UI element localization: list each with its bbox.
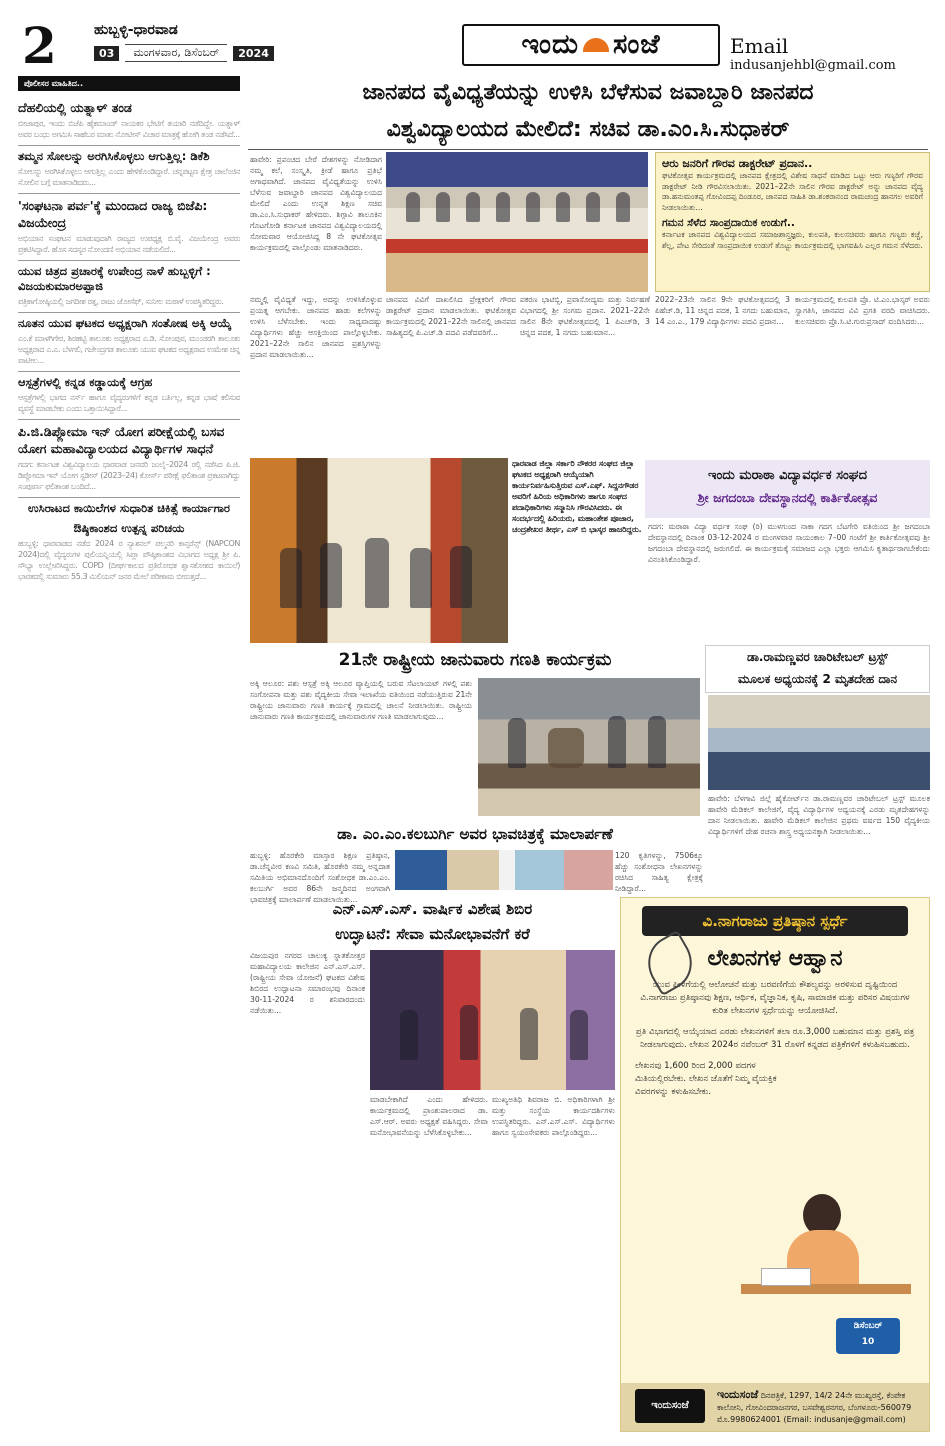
headline-respiratory: ಉಸಿರಾಟದ ಕಾಯಿಲೆಗಳ ಸುಧಾರಿತ ಚಿಕಿತ್ಸೆ ಕಾರ್ಯಾಗಾರ [18,497,240,516]
subheadline-nutrition: ಔಷ್ಠಿಕಾಂಶದ ಉತ್ಪನ್ನ ಪರಿಚಯ [73,521,185,535]
lead-headline-line2: ವಿಶ್ವವಿದ್ಯಾಲಯದ ಮೇಲಿದೆ: ಸಚಿವ ಡಾ.ಎಂ.ಸಿ.ಸುಧಾಕರ್ [386,117,790,142]
felicitation-photo [250,458,508,643]
trust-article: ಹಾವೇರಿ: ಬೆಳಗಾವಿ ಜಿಲ್ಲೆ ಹೈಕೋರ್ಟ್‌ನ ಡಾ.ರಾಮಣ್ಣವರ ಚಾರಿಟೇಬಲ್ ಟ್ರಸ್ಟ್ ಮೂಲಕ ಹಾವೇರಿ ಮೆಡಿಕಲ್ ಕಾಲೇಜಿಗೆ, ವೈದ್ಯ ವಿದ್ಯಾರ್ಥಿಗಳ ಅಧ್ಯಯನಕ್ಕೆ ಎರಡು ಮೃತದೇಹಗಳನ್ನು ದಾನ ನೀಡಲಾಯಿತು. ಹಾವೇರಿ ಮೆಡಿಕಲ್ ಕಾಲೇಜಿನ ಪ್ರಥಮ ವರ್ಷದ 150 ವೈದ್ಯಕೀಯ ವಿದ್ಯಾರ್ಥಿಗಳಿಗೆ ದೇಹ ರಚನಾ ಶಾಸ್ತ್ರ ಅಧ್ಯಯನಕ್ಕಾಗಿ ನೀಡಲಾಯಿತು... [708,794,930,836]
lead-column-1: ಹಾವೇರಿ: ಪ್ರಪಂಚದ ಬೇರೆ ದೇಶಗಳನ್ನು ನೋಡಿದಾಗ ನಮ್ಮ ಕಲೆ, ಸಂಸ್ಕೃತಿ, ಕ್ರೀಡೆ ಹಾಗೂ ಪ್ರತಿಭೆ ಅಗಾಧವಾಗಿದೆ. ಜಾನಪದ ವೈವಿಧ್ಯತೆಯನ್ನು ಉಳಿಸಿ ಬೆಳೆಸುವ ಜವಾಬ್ದಾರಿ ಜಾನಪದ ವಿಶ್ವವಿದ್ಯಾಲಯದ ಮೇಲಿದೆ ಎಂದು ಉನ್ನತ ಶಿಕ್ಷಣ ಸಚಿವ ಡಾ.ಎಂ.ಸಿ.ಸುಧಾಕರ್ ಹೇಳಿದರು. ಶಿಗ್ಗಾವಿ ತಾಲೂಕಿನ ಗೊಟಗೋಡಿ ಕರ್ನಾಟಕ ಜಾನಪದ ವಿಶ್ವವಿದ್ಯಾಲಯದಲ್ಲಿ ಸೋಮವಾರ ಆಯೋಜಿಸಿದ್ದ 8 ನೇ ಘಟಿಕೋತ್ಸವ ಕಾರ್ಯಕ್ರಮದಲ್ಲಿ ಪಾಲ್ಗೊಂಡು ಮಾತನಾಡಿದರು. [250,155,382,252]
email-contact[interactable] [730,34,928,73]
tribute-photo-2 [515,850,613,890]
lead-headline-line1: ಜಾನಪದ ವೈವಿಧ್ಯತೆಯನ್ನು ಉಳಿಸಿ ಬೆಳೆಸುವ ಜವಾಬ್ದಾರಿ ಜಾನಪದ [362,80,814,105]
doctorate-text: ಘಟಿಕೋತ್ಸವ ಕಾರ್ಯಕ್ರಮದಲ್ಲಿ ಜಾನಪದ ಕ್ಷೇತ್ರದಲ್ಲಿ ವಿಶೇಷ ಸಾಧನೆ ಮಾಡಿದ ಒಟ್ಟು ಆರು ಗಣ್ಯರಿಗೆ ಗೌರವ ಡಾಕ್ಟರೇಟ್ ನೀಡಿ ಗೌರವಿಸಲಾಯಿತು. 2021–22ನೇ ಸಾಲಿನ ಗೌರವ ಡಾಕ್ಟರೇಟ್ ಅನ್ನು ಜಾನಪದ ವೈದ್ಯ ಡಾ.ಹನುಮಂತಪ್ಪ ಗೋವಿಂದಪ್ಪ ದಿಂಡೂರ, ಜಾನಪದ ಸಾಹಿತಿ ಡಾ.ಶಂಕರಾನಂದ ರಾಮಚಂದ್ರ ಹಾನಗಲ ಅವರಿಗೆ ನೀಡಲಾಯಿತು... [662,171,923,212]
doctorate-sidebar [655,152,930,292]
tribute-headline: ಡಾ. ಎಂ.ಎಂ.ಕಲಬುರ್ಗಿ ಅವರ ಭಾವಚಿತ್ರಕ್ಕೆ ಮಾಲಾರ್ಪಣೆ [337,825,613,843]
nss-column-2: ಮಾಡಬೇಕಾಗಿದೆ ಎಂದು ಹೇಳಿದರು. ಕಾರ್ಯಕ್ರಮದಲ್ಲಿ ಪ್ರಾಂಶುಪಾಲರಾದ ಡಾ. ಎಸ್.ಆರ್. ಅವರು ಅಧ್ಯಕ್ಷತೆ ವಹಿಸಿದ್ದರು. ಸೇವಾ ಮನೋಭಾವನೆಯನ್ನು ಬೆಳೆಸಿಕೊಳ್ಳಬೇಕು... [370,1095,488,1137]
newspaper-logo [462,24,720,66]
headline-santosh-akki: ನೂತನ ಯುವ ಘಟಕದ ಅಧ್ಯಕ್ಷರಾಗಿ ಸಂತೋಷ ಅಕ್ಕಿ ಆಯ್ಕೆ [18,312,240,331]
date-weekday-month: ಮಂಗಳವಾರ, ಡಿಸೆಂಬರ್ [125,44,227,62]
footer-name: ಇಂದುಸಂಜೆ [717,1388,759,1401]
edition-place: ಹುಬ್ಬಳ್ಳಿ-ಧಾರವಾಡ [94,22,178,38]
tribute-column-3: 120 ಕೃತಿಗಳನ್ನು, 7506ಕ್ಕೂ ಹೆಚ್ಚು ಸಂಶೋಧನಾ ಲೇಖನಗಳನ್ನು ರಚಿಸಿದ ಸಾಹಿತ್ಯ ಕ್ಷೇತ್ರಕ್ಕೆ ನೀಡಿದ್ದಾರೆ... [615,851,703,893]
tribute-column-1: ಹುಬ್ಬಳ್ಳಿ: ಹೊರಕೇರಿ ಮಾಸ್ತಾರ ಶಿಕ್ಷಣ ಪ್ರತಿಷ್ಠಾನ, ಡಾ.ಚೆನ್ನವೀರ ಕಣವಿ ಸಮಿತಿ, ಹೊರಕೇರಿ ನಮ್ಮ ಅನ್ನದಾತ ಸಮಿತಿಯ ಅಭಿಮಾನದೊಂದಿಗೆ ಸಂಶೋಧಕ ಡಾ.ಎಂ.ಎಂ. ಕಲಬುರ್ಗಿ ಅವರ 86ನೇ ಜನ್ಮದಿನದ ಅಂಗವಾಗಿ ಭಾವಚಿತ್ರಕ್ಕೆ ಮಾಲಾರ್ಪಣೆ ಮಾಡಲಾಯಿತು... [250,851,390,904]
writing-woman-illustration [741,1194,911,1304]
email-label: Email [730,34,789,58]
left-column [18,76,240,1432]
article-santosh-akki: ಎಂ.ಕೆ ಮಾಳಗಿಗೇರ, ಶಿರಹಟ್ಟಿ ತಾಲೂಕು ಅಧ್ಯಕ್ಷರಾದ ಎ.ಡಿ. ಸೋಂಪುರ, ಮುಂಡರಗಿ ತಾಲೂಕು ಅಧ್ಯಕ್ಷರಾದ ಎ.ಎ. ಬೆಳಗಲಿ, ಗಜೇಂದ್ರಗಡ ತಾಲೂಕು ಯುವ ಘಟಕದ ಅಧ್ಯಕ್ಷರಾದ ಉಮೇಶ ಚಿನ್ನ ಪಾಟೀಲ... [18,334,240,365]
maratha-title: ಇಂದು ಮರಾಠಾ ವಿದ್ಯಾವರ್ಧಕ ಸಂಘದ [708,468,867,483]
trust-headline [705,645,930,693]
doctorate-heading: ಆರು ಜನರಿಗೆ ಗೌರವ ಡಾಕ್ಟರೇಟ್ ಪ್ರದಾನ.. [662,157,813,170]
nss-camp-photo [370,950,615,1090]
nss-column-1: ವಿಜಯಪುರ ನಗರದ ಚಾಲುಕ್ಯ ಸ್ನಾತಕೋತ್ತರ ಮಹಾವಿದ್ಯಾಲಯ ಕಾಲೇಜಿನ ಎನ್.ಎಸ್.ಎಸ್. (ರಾಷ್ಟ್ರೀಯ ಸೇವಾ ಯೋಜನೆ) ಘಟಕದ ವಿಶೇಷ ಶಿಬಿರದ ಉದ್ಘಾಟನಾ ಸಮಾರಂಭವು ದಿನಾಂಕ 30-11-2024 ರ ಶನಿವಾರದಂದು ನಡೆಯಿತು... [250,951,365,1015]
date-year: 2024 [233,46,274,61]
article-upendra: ಪತ್ರಿಕಾಗೋಷ್ಠಿಯಲ್ಲಿ ಜಗದೀಶ ರತ್ನ, ರಾಜು ಜೋಸೆಫ್, ಸುನೀಲ ಮಠಾಳೆ ಉಪಸ್ಥಿತರಿದ್ದರು. [18,297,224,306]
nss-column-3: ಮುಖ್ಯಅತಿಥಿ ಶಿವರಾಜ ಬಿ. ಅಧಿಕಾರಿಗಳಾಗಿ ಶ್ರೀ ಮತ್ತು ಸಂಸ್ಥೆಯ ಕಾರ್ಯದರ್ಶಿಗಳು ಉಪಸ್ಥಿತರಿದ್ದರು. ಎನ್.ಎಸ್.ಎಸ್. ವಿದ್ಯಾರ್ಥಿಗಳು ಹಾಗೂ ಸ್ವಯಂಸೇವಕರು ಪಾಲ್ಗೊಂಡಿದ್ದರು... [492,1095,615,1137]
headline-vijayendra: 'ಸಂಘಟನಾ ಪರ್ವ'ಕ್ಕೆ ಮುಂದಾದ ರಾಜ್ಯ ಬಿಜೆಪಿ: ವಿಜಯೇಂದ್ರ [18,193,240,231]
medical-students-photo [708,695,930,790]
lead-column-4: ಪಕರಣ ಭಾಟಿಬ್ಬಿ, ಪ್ರವಾಸೋದ್ಯಮ ಮತ್ತು ನಿರ್ವಹಣೆ ವಿಭಾಗದಲ್ಲಿ ಶ್ರೀ ಸಂಗಮ ಪ್ರದಾನ. 2021–22ನೇ ಸಾಲಿನ 8ನೇ ಘಟಿಕೋತ್ಸವದಲ್ಲಿ 1 ಪಿಎಚ್‌ಡಿ, 3 ಚಿನ್ನದ ಪದಕ, 1 ನಗದು ಬಹುಮಾನ... [520,295,650,337]
dateline [94,44,274,62]
cattle-census-photo [478,678,700,816]
census-article: ಅಕ್ಕಿ ಆಲೂರ: ಪಶು ಆಸ್ಪತ್ರೆ ಅಕ್ಕಿ ಆಲೂರ ವ್ಯಾಪ್ತಿಯಲ್ಲಿ ಬರುವ ಸೆಟಲಾಯಟ್ ಗಳಲ್ಲಿ ಪಶು ಸಂಗೋಪನಾ ಮತ್ತು ಪಶು ವೈದ್ಯಕೀಯ ಸೇವಾ ಇಲಾಖೆಯ ವತಿಯಿಂದ ನಡೆಯುತ್ತಿರುವ 21ನೇ ರಾಷ್ಟ್ರೀಯ ಜಾನುವಾರು ಗಣತಿ ಕಾರ್ಯಕ್ಕೆ ಗ್ರಾಮದಲ್ಲಿ ಚಾಲನೆ ನೀಡಲಾಯಿತು. ರಾಷ್ಟ್ರೀಯ ಜಾನುವಾರು ಗಣತಿ ಕಾರ್ಯಕ್ರಮದಲ್ಲಿ ಜಾನುವಾರುಗಳ ಗಣತಿ ಮಾಡಲಾಗುವುದು... [250,679,472,721]
sun-icon [583,38,609,52]
essay-contest-poster [620,897,930,1432]
headline-yoga-diploma: ಪಿ.ಜಿ.ಡಿಪ್ಲೋಮಾ ಇನ್ ಯೋಗ ಪರೀಕ್ಷೆಯಲ್ಲಿ ಬಸವ ಯೋಗ ಮಹಾವಿದ್ಯಾಲಯದ ವಿದ್ಯಾರ್ಥಿಗಳ ಸಾಧನೆ [18,419,240,457]
trust-headline-line1: ಡಾ.ರಾಮಣ್ಣವರ ಚಾರಿಟೇಬಲ್ ಟ್ರಸ್ಟ್ [747,650,888,664]
contest-body-1: ಯುವ ಪೀಳಿಗೆಯಲ್ಲಿ ಆಲೋಚನೆ ಮತ್ತು ಬರವಣಿಗೆಯ ಕೌಶಲ್ಯವನ್ನು ಅರಳಿಸುವ ದೃಷ್ಟಿಯಿಂದ ವಿ.ನಾಗರಾಜು ಪ್ರತಿಷ್ಠಾನವು ಶಿಕ್ಷಣ, ಆರ್ಥಿಕ, ವೈಜ್ಞಾನಿಕ, ಕೃಷಿ, ಸಾಮಾಜಿಕ ಮತ್ತು ಪರಿಸರ ವಿಷಯಗಳ ಕುರಿತ ಲೇಖನಗಳ ಸ್ಪರ್ಧೆಯನ್ನು ಆಯೋಜಿಸಿದೆ. [640,980,910,1016]
census-headline: 21ನೇ ರಾಷ್ಟ್ರೀಯ ಜಾನುವಾರು ಗಣತಿ ಕಾರ್ಯಕ್ರಮ [338,650,612,670]
attire-heading: ಗಮನ ಸೆಳೆದ ಸಾಂಪ್ರದಾಯಿಕ ಉಡುಗೆ.. [662,217,795,229]
article-vijayendra: ಅಭಿಯಾನ ಸಂಘಟನ ಮಾಡುವುದಾಗಿ ರಾಜ್ಯದ ಉಪಧ್ಯಕ್ಷ ಬಿ.ವೈ. ವಿಜಯೇಂದ್ರ ಅವರು ಪ್ರಕಟಿಸಿದ್ದಾರೆ. ಹೊಸ ಸದಸ್ಯರ ನೋಂದಣಿ ಅಭಿಯಾನ ನಡೆಯಲಿದೆ... [18,234,240,254]
trust-headline-line2: ಮೂಲಕ ಅಧ್ಯಯನಕ್ಕೆ 2 ಮೃತದೇಹ ದಾನ [737,672,897,686]
lead-column-3: ಜಾನಪದ ವಿವಿಗೆ ದಾಖಲಿಸಿದ ಪ್ರೇಕ್ಷಕರಿಗೆ ಗೌರವ ಡಾಕ್ಟರೇಟ್ ಪ್ರದಾನ ಮಾಡಲಾಯಿತು. ಘಟಿಕೋತ್ಸವ ಕಾರ್ಯಕ್ರಮದಲ್ಲಿ 2021–22ನೇ ಸಾಲಿನಲ್ಲಿ ಜಾನಪದ ಸಾಹಿತ್ಯದಲ್ಲಿ ಪಿ.ಎಚ್.ಡಿ ಪದವಿ ಪಡೆದವರಿಗೆ... [386,295,516,337]
contest-body-3: ಲೇಖನವು 1,600 ರಿಂದ 2,000 ಪದಗಳ ಮಿತಿಯಲ್ಲಿರಬೇಕು. ಲೇಖನ ಜೊತೆಗೆ ನಿಮ್ಮ ವೈಯಕ್ತಿಕ ವಿವರಗಳನ್ನು ಕಳುಹಿಸಬೇಕು. [635,1061,777,1097]
contest-subtitle: ಲೇಖನಗಳ ಆಹ್ವಾನ [707,946,843,971]
section-kicker: ಪೊಲೀಸರ ಮಾಹಿತಿದ.. [18,76,240,91]
headline-kannada-hospitals: ಆಸ್ಪತ್ರೆಗಳಲ್ಲಿ ಕನ್ನಡ ಕಡ್ಡಾಯಕ್ಕೆ ಆಗ್ರಹ [18,371,240,390]
lead-column-5: 2022–23ನೇ ಸಾಲಿನ 9ನೇ ಘಟಿಕೋತ್ಸವದಲ್ಲಿ 3 ಪಿಹೆಚ್.ಡಿ, 11 ಚಿನ್ನದ ಪದಕ, 1 ನಗದು ಬಹುಮಾನ, 14 ಎಂ.ಎ., 179 ವಿದ್ಯಾರ್ಥಿಗಳು ಪದವಿ ಪ್ರದಾನ... [655,295,790,326]
maratha-article: ಗದಗ: ಮರಾಠಾ ವಿದ್ಯಾ ವರ್ಧಕ ಸಂಘ (ರಿ) ಮುಳಗುಂದ ನಾಕಾ ಗದಗ ಬೆಟಗೇರಿ ವತಿಯಿಂದ ಶ್ರೀ ಜಗದಂಬಾ ದೇವಸ್ಥಾನದಲ್ಲಿ ದಿನಾಂಕ 03-12-2024 ರ ಮಂಗಳವಾರ ಸಾಯಂಕಾಲ 7–00 ಗಂಟೆಗೆ ಶ್ರೀ ಕಾರ್ತಿಕೋತ್ಸವವು ಶ್ರೀ ಜಗದಂಬಾ ದೇವಸ್ಥಾನದಲ್ಲಿ ಜರುಗಲಿದೆ. ಈ ಕಾರ್ಯಕ್ರಮಕ್ಕೆ ಸಮಾಜದ ಎಲ್ಲಾ ಭಕ್ತರು ಆಗಮಿಸಿ ಕೃತಾರ್ಥರಾಗಬೇಕೆಂದು ವಿನಂತಿಸಿಕೊಂಡಿದ್ದಾರೆ. [648,522,930,564]
lead-column-2: ನಮ್ಮಲ್ಲಿ ವೈವಿಧ್ಯತೆ ಇದ್ದು, ಅದನ್ನು ಉಳಿಸಿಕೊಳ್ಳುವ ಪ್ರಯತ್ನ ಆಗಬೇಕು. ಜಾನಪದ ಹಾಡು ಕಲೆಗಳನ್ನು ಉಳಿಸಿ ಬೆಳೆಸಬೇಕು. ಇಂದು ಸಾಧ್ಯವಾದಷ್ಟು ವಿದ್ಯಾರ್ಥಿಗಳು ಹೆಚ್ಚು ಆಸಕ್ತಿಯಿಂದ ಪಾಲ್ಗೊಳ್ಳಬೇಕು. 2021–22ನೇ ಸಾಲಿನ ಜಾನಪದ ಪ್ರಶಸ್ತಿಗಳನ್ನು ಪ್ರದಾನ ಮಾಡಲಾಯಿತು... [250,295,382,359]
article-dks: ಸೋಲನ್ನು ಅರಗಿಸಿಕೊಳ್ಳಲು ಆಗುತ್ತಿಲ್ಲ ಎಂದು ಹೇಳಿಕೊಂಡಿದ್ದಾರೆ. ಚನ್ನಪಟ್ಟಣ ಕ್ಷೇತ್ರ ಚಾಲೆಂಜಿನ ಸೋಲಿನ ಬಗ್ಗೆ ಮಾತನಾಡಿದರು... [18,167,240,187]
deadline-badge [836,1318,900,1354]
page-number: 2 [22,16,57,75]
article-yoga-diploma: ಗದಗ: ಕರ್ನಾಟಕ ವಿಶ್ವವಿದ್ಯಾಲಯ ಧಾರವಾಡ ಜನವರಿ ಜುಲೈ–2024 ರಲ್ಲಿ ನಡೆಸಿದ ಪಿ.ಜಿ. ಡಿಪ್ಲೋಮಾ ಇನ್ ಯೋಗ ಸ್ಟಡೀಸ್ (2023–24) ಕೋರ್ಸ್ ಪರೀಕ್ಷೆ ಫಲಿತಾಂಶ ಪ್ರಕಟವಾಗಿದ್ದು ಸಂಪೂರ್ಣ ಫಲಿತಾಂಶ ಬಂದಿದೆ... [18,460,240,491]
logo-right-text: ಸಂಜೆ [613,29,661,60]
lead-column-6: ಕಾರ್ಯಕ್ರಮದಲ್ಲಿ ಕುಲಪತಿ ಪ್ರೊ. ಟಿ.ಎಂ.ಭಾಸ್ಕರ್ ಅವರು ಸ್ವಾಗತಿಸಿ, ಜಾನಪದ ವಿವಿ ಪ್ರಗತಿ ವರದಿ ವಾಚಿಸಿದರು. ಕುಲಸಚಿವರು ಪ್ರೊ.ಸಿ.ಟಿ.ಗುರುಪ್ರಸಾದ್ ವಂದಿಸಿದರು... [795,295,930,326]
article-yatnal: ಬೀಜಾಪುರ, ಇಂದು ಬಿಜೆಪಿ ಹೈಕಮಾಂಡ್ ನಾಯಕರ ಭೇಟಿಗೆ ತಯಾರಿ ನಡೆದಿದ್ದೇ. ಯತ್ನಾಳ್ ಅವರ ಬಂಧು ಅಗಮಿಸಿ ಸಾಹೆಬರ ಮಾತು ನೋಟೀಸ್ ವಿಚಾರ ಮಾತ್ರಕ್ಕೆ ಹೋಗಿ ತಂಡ ನಡೆಸಿದೆ... [18,119,240,139]
footer-address: ದಿನಪತ್ರಿಕೆ, 1297, 14/2 24ನೇ ಮುಖ್ಯರಸ್ತೆ, ಕೆಂಪೇಕ ಕಾಲೋನಿ, ಗೋವಿಂದರಾಜನಗರ, ಬಸವೇಶ್ವರನಗರ, ಬೆಂಗಳೂರು-560079 [717,1391,912,1412]
nss-headline-line2: ಉದ್ಘಾಟನೆ: ಸೇವಾ ಮನೋಭಾವನೆಗೆ ಕರೆ [335,925,530,943]
headline-upendra: ಯುವ ಚಿತ್ರದ ಪ್ರಚಾರಕ್ಕೆ ಉಪೇಂದ್ರ ನಾಳೆ ಹುಬ್ಬಳ್ಳಿಗೆ : ವಿಜಯಕುಮಾರಅಪ್ಪಾಜಿ [18,260,240,294]
convocation-photo [386,152,648,292]
indusanje-logo: ಇಂದುಸಂಜೆ [635,1389,705,1423]
headline-yatnal: ದೆಹಲಿಯಲ್ಲಿ ಯತ್ನಾಳ್ ತಂಡ [18,100,132,115]
attire-text: ಕರ್ನಾಟಕ ಜಾನಪದ ವಿಶ್ವವಿದ್ಯಾಲಯದ ಸಮಾಜಶಾಸ್ತ್ರಜ್ಞರು, ಕುಲಪತಿ, ಕುಲಸಚಿವರು ಹಾಗೂ ಗಣ್ಯರು ಕಚ್ಚೆ, ಶೆಲ್ಲ, ಪೇಟ ಸೇರಿದಂತೆ ಸಾಂಪ್ರದಾಯಿಕ ಉಡುಗೆ ತೊಟ್ಟು ಕಾರ್ಯಕ್ರಮದಲ್ಲಿ ಭಾಗವಹಿಸಿ ಎಲ್ಲರ ಗಮನ ಸೆಳೆದರು. [662,230,923,250]
nss-headline [250,897,615,947]
masthead [18,18,928,74]
nss-headline-line1: ಎನ್.ಎಸ್.ಎಸ್. ವಾರ್ಷಿಕ ವಿಶೇಷ ಶಿಬಿರ [332,900,533,918]
deadline-day: 10 [861,1337,875,1347]
article-respiratory: ಹುಬ್ಬಳ್ಳಿ: ಧಾರವಾಡದ ನಡೆದ 2024 ರ ನ್ಯಾಶನಲ್ ಪಲ್ಮನರಿ ಕಾನ್ಫರೆನ್ಸ್ (NAPCON 2024)ದಲ್ಲಿ ವೈದ್ಯರುಗಳ ಪುಲಿಯನ್ನಿಯಲ್ಲಿ ಸಿಪ್ಲಾ ಪೌಷ್ಠಿಕಾಂಶದ ವಿಭಾಗದ ಅಧ್ಯಕ್ಷ ಶ್ರೀ ಪಿ. ಸೌಭ್ಯಾ ಉಲ್ಲೇಖಿಸಿದ್ದರು. COPD (ದೀರ್ಘಕಾಲದ ಪ್ರತಿರೋಧಕ ಶ್ವಾಸಕೋಶದ ಕಾಯಿಲೆ) ಭಾರತದಲ್ಲಿ ಸುಮಾರು 55.3 ಮಿಲಿಯನ್ ಜನರ ಮೇಲೆ ಪರಿಣಾಮ ಬೀರುತ್ತದೆ... [18,539,240,581]
headline-dks: ತಮ್ಮನ ಸೋಲನ್ನು ಅರಗಿಸಿಕೊಳ್ಳಲು ಆಗುತ್ತಿಲ್ಲ: ಡಿಕೆಶಿ [18,145,240,164]
date-day: 03 [94,46,119,61]
maratha-title-box [645,460,930,518]
email-address[interactable]: indusanjehbl@gmail.com [730,58,896,73]
contest-body-2: ಪ್ರತಿ ವಿಭಾಗದಲ್ಲಿ ಆಯ್ಕೆಯಾದ ಎರಡು ಲೇಖನಗಳಿಗೆ ತಲಾ ರೂ.3,000 ಬಹುಮಾನ ಮತ್ತು ಪ್ರಶಸ್ತಿ ಪತ್ರ ನೀಡಲಾಗುವುದು. ಲೇಖನ 2024ರ ನವೆಂಬರ್ 31 ರೊಳಗೆ ಕನ್ನಡದ ಪತ್ರಿಕೆಗಳಿಗೆ ಕಳುಹಿಸಬಹುದು. [635,1027,915,1050]
lead-headline [248,74,928,150]
maratha-subtitle: ಶ್ರೀ ಜಗದಂಬಾ ದೇವಸ್ಥಾನದಲ್ಲಿ ಕಾರ್ತಿಕೋತ್ಸವ [697,490,878,505]
deadline-month: ಡಿಸೆಂಬರ್ [853,1321,883,1331]
logo-left-text: ಇಂದು [521,29,579,60]
footer-contact[interactable]: ಮೊ.9980624001 (Email: indusanje@gmail.com) [717,1415,906,1424]
article-kannada-hospitals: ಆಸ್ಪತ್ರೆಗಳಲ್ಲಿ ಭಾಗದ ನರ್ಸ್ ಹಾಗೂ ವೈದ್ಯರುಗಳಿಗೆ ಕನ್ನಡ ಬರ್ತಿಲ್ಲ, ಕನ್ನಡ ಭಾಷೆ ಕಲಿಸುವ ವ್ಯವಸ್ಥೆ ಮಾಡಬೇಕು ಎಂದು ಒತ್ತಾಯಿಸಿದ್ದಾರೆ... [18,393,240,413]
contest-title: ವಿ.ನಾಗರಾಜು ಪ್ರತಿಷ್ಠಾನ ಸ್ಪರ್ಧೆ [642,906,908,936]
felicitation-caption: ಧಾರವಾಡ ಜಿಲ್ಲಾ ಸರ್ಕಾರಿ ನೌಕರರ ಸಂಘದ ಜಿಲ್ಲಾ ಘಟಕದ ಅಧ್ಯಕ್ಷರಾಗಿ ಆಯ್ಕೆಯಾಗಿ ಕಾರ್ಯನಿರ್ವಹಿಸುತ್ತಿರುವ ಎಸ್.ಎಫ್. ಸಿದ್ದನಗೌಡರ ಅವರಿಗೆ ಹಿರಿಯ ಅಧಿಕಾರಿಗಳು ಹಾಗೂ ಸಂಘದ ಪದಾಧಿಕಾರಿಗಳು ಸನ್ಮಾನಿಸಿ ಗೌರವಿಸಿದರು. ಈ ಸಂದರ್ಭದಲ್ಲಿ ಹಿರಿಯರು, ಮಹಾಂತೇಶ ಪೂಜಾರ, ಚಂದ್ರಶೇಖರ ತೀರ್ಥ, ಎಸ್ ಬಿ ಭಾಸ್ಕರ ಹಾಜರಿದ್ದರು. [512,459,642,534]
